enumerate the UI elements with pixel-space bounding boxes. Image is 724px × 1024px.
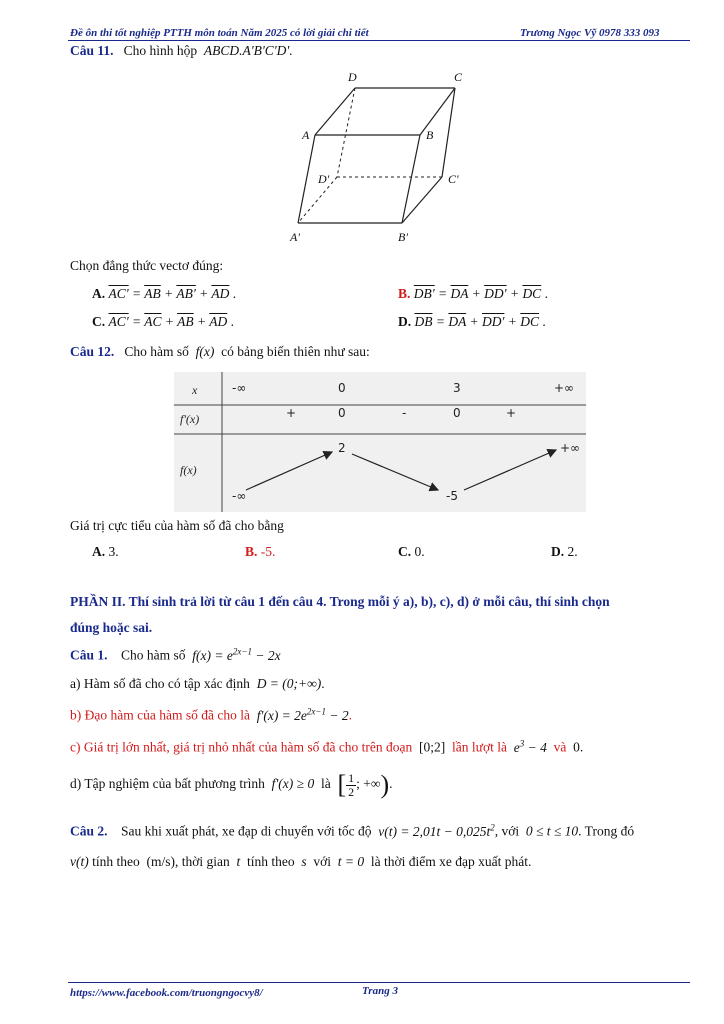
p2q2-text: , thời gian (174, 854, 230, 869)
p2q1-line (70, 646, 281, 664)
p2q1-b[interactable] (70, 706, 352, 724)
footer-rule (68, 982, 690, 983)
vec-term: $\overline{AC}$ (144, 314, 162, 329)
start-time: t = 0 (337, 854, 365, 869)
q12-text-before: Cho hàm số (124, 344, 189, 359)
statement-tail: − 2 (326, 707, 349, 723)
edge-dd1-hidden (337, 88, 355, 177)
statement-math: D = (0;+∞) (256, 676, 322, 691)
header-right: Trương Ngọc Vỹ 0978 333 093 (520, 27, 660, 39)
statement-end: . (579, 739, 584, 755)
vec-term: $\overline{DA}$ (450, 286, 469, 301)
p2q2-text: , với (494, 823, 520, 839)
p2q2-text: với (313, 854, 332, 869)
q12-option-b[interactable] (245, 544, 275, 560)
footer-page: Trang 3 (362, 985, 398, 997)
bracket-close: ) (380, 770, 390, 799)
q11-text: Cho hình hộp (123, 43, 198, 58)
part2-heading-2: đúng hoặc sai. (70, 620, 153, 635)
q12-label: Câu 12. (70, 344, 115, 359)
table-f-value: 2 (338, 441, 346, 455)
edge-b1c1 (402, 177, 442, 223)
q12-option-c[interactable] (398, 544, 425, 560)
statement-text: a) Hàm số đã cho có tập xác định (70, 676, 250, 691)
label-B: B (426, 128, 434, 142)
option-value: 0. (414, 544, 425, 559)
statement-interval: [0;2] (419, 739, 446, 755)
option-letter: C. (398, 544, 412, 559)
variation-table (174, 372, 586, 512)
statement-text: d) Tập nghiệm của bất phương trình (70, 776, 265, 792)
option-letter: B. (398, 286, 411, 301)
table-f-value: -∞ (232, 489, 247, 503)
statement-tail: − 4 (524, 739, 547, 755)
q11-option-d[interactable]: D. $\overline{DB} = \overline{DA} + DD' + \overline{DC}$ . (398, 314, 546, 329)
vec-lhs: AC' (108, 314, 129, 329)
vec-term: $\overline{AD}$ (211, 286, 230, 301)
statement-mid: lần lượt là (452, 739, 507, 755)
p2q2-text: là thời điểm xe đạp xuất phát. (370, 854, 532, 869)
vec-lhs: DB' (413, 286, 435, 301)
time-symbol: t (236, 854, 241, 869)
q11-prompt: Chọn đẳng thức vectơ đúng: (70, 258, 224, 273)
p2q1-d[interactable] (70, 770, 393, 800)
q11-option-b[interactable]: B. $DB' = \overline{DA} + DD' + \overline{DC}$ . (398, 286, 548, 301)
option-letter: A. (92, 544, 106, 559)
option-letter: D. (398, 314, 412, 329)
table-fprime-zero: 0 (453, 406, 461, 420)
label-B1: B' (398, 230, 408, 244)
velocity-formula: v(t) = 2,01t − 0,025t (378, 823, 491, 839)
func-exp: 2x−1 (232, 646, 252, 656)
label-A: A (302, 128, 310, 142)
option-letter: C. (92, 314, 106, 329)
velocity-unit: (m/s) (146, 854, 175, 869)
option-letter: D. (551, 544, 565, 559)
option-value: -5. (260, 544, 276, 559)
fraction (346, 772, 356, 799)
table-x-value: 3 (453, 381, 461, 395)
part2-heading-1: PHẦN II. Thí sinh trả lời từ câu 1 đến câu 4. Trong mỗi ý a), b), c), d) ở mỗi câu, thí sinh chọn (70, 594, 610, 609)
seconds-symbol: s (301, 854, 307, 869)
q12-line (70, 344, 370, 360)
label-C: C (454, 70, 463, 84)
table-f-value: +∞ (560, 441, 581, 455)
velocity-exp: 2 (490, 822, 495, 832)
table-fprime-zero: 0 (338, 406, 346, 420)
q12-text-after: có bảng biến thiên như sau: (221, 344, 370, 359)
statement-text: b) Đạo hàm của hàm số đã cho là (70, 707, 250, 723)
p2q2-text: Sau khi xuất phát, xe đạp di chuyển với tốc độ (121, 823, 372, 839)
option-value: 2. (567, 544, 578, 559)
p2q1-text: Cho hàm số (121, 647, 186, 663)
statement-val2: 0 (573, 739, 580, 755)
vec-lhs: $\overline{DB}$ (414, 314, 433, 329)
table-f-value: -5 (446, 489, 458, 503)
q12-fx: f(x) (195, 344, 215, 359)
p2q1-c[interactable] (70, 738, 583, 756)
statement-and: và (553, 739, 567, 755)
table-fprime-sign: + (506, 406, 517, 420)
p2q2-label: Câu 2. (70, 823, 108, 839)
vec-term: $\overline{DC}$ (520, 314, 540, 329)
table-x-value: 0 (338, 381, 346, 395)
vec-term: DD' (482, 314, 505, 329)
table-f-label: f(x) (180, 463, 197, 477)
vec-term: $\overline{AB}$ (144, 286, 161, 301)
q11-math: ABCD.A'B'C'D'. (203, 43, 293, 58)
table-fprime-label: f'(x) (180, 412, 200, 426)
statement-exp: 2x−1 (306, 706, 326, 716)
table-x-value: -∞ (232, 381, 247, 395)
fraction-denominator: 2 (348, 784, 355, 799)
label-A1: A' (290, 230, 300, 244)
p2q2-line1 (70, 822, 634, 840)
label-D1: D' (318, 172, 330, 186)
table-fprime-sign: - (402, 406, 407, 420)
vec-term: $\overline{DC}$ (522, 286, 542, 301)
vec-term: $\overline{AB}$ (177, 314, 194, 329)
table-x-label: x (192, 383, 198, 397)
q11-line (70, 43, 293, 59)
option-letter: A. (92, 286, 106, 301)
edge-ad (315, 88, 355, 135)
edge-bb1 (402, 135, 420, 223)
label-C1: C' (448, 172, 459, 186)
p2q1-a[interactable] (70, 676, 325, 692)
p2q2-line2 (70, 854, 531, 870)
footer-link[interactable]: https://www.facebook.com/truongngocvy8/ (70, 987, 263, 999)
vec-term: $\overline{DA}$ (448, 314, 467, 329)
func-base: f(x) = e (192, 647, 233, 663)
parallelepiped-figure (280, 65, 480, 250)
q12-prompt: Giá trị cực tiểu của hàm số đã cho bằng (70, 518, 284, 533)
p2q2-text: tính theo (247, 854, 295, 869)
statement-math: f'(x) ≥ 0 (271, 776, 315, 792)
statement-val1: e (513, 739, 520, 755)
vec-term: DD' (484, 286, 507, 301)
q11-option-c[interactable]: C. $AC' = \overline{AC} + \overline{AB} + \overline{AD}$ . (92, 314, 235, 329)
table-x-value: +∞ (554, 381, 575, 395)
q11-label: Câu 11. (70, 43, 114, 58)
vec-lhs: AC' (108, 286, 129, 301)
statement-end: . (389, 776, 393, 792)
interval-tail: ; +∞ (356, 776, 381, 792)
statement-exp: 3 (519, 738, 525, 748)
q12-option-d[interactable] (551, 544, 578, 560)
p2q2-text: . Trong đó (578, 823, 635, 839)
statement-math: f'(x) = 2e (256, 707, 307, 723)
statement-is: là (320, 776, 331, 792)
table-fprime-sign: + (286, 406, 297, 420)
option-value: 3. (108, 544, 119, 559)
q12-option-a[interactable] (92, 544, 119, 560)
vec-term: AB' (176, 286, 196, 301)
vec-term: $\overline{AD}$ (209, 314, 228, 329)
bracket-open: [ (337, 770, 347, 799)
statement-text: c) Giá trị lớn nhất, giá trị nhỏ nhất của hàm số đã cho trên đoạn (70, 739, 413, 755)
edge-cc1 (442, 88, 455, 177)
label-D: D (348, 70, 357, 84)
time-domain: 0 ≤ t ≤ 10 (525, 823, 579, 839)
velocity-symbol: v(t) (70, 854, 89, 869)
edge-aa1 (298, 135, 315, 223)
header-left: Đề ôn thi tốt nghiệp PTTH môn toán Năm 2025 có lời giải chi tiết (70, 27, 369, 39)
header-rule (68, 40, 690, 41)
statement-end: . (321, 676, 325, 691)
p2q2-text: tính theo (92, 854, 140, 869)
fraction-numerator: 1 (348, 770, 355, 785)
statement-end: . (348, 707, 352, 723)
func-tail: − 2x (251, 647, 281, 663)
q11-option-a[interactable]: A. $AC' = \overline{AB} + AB' + \overline{AD}$ . (92, 286, 237, 301)
option-letter: B. (245, 544, 258, 559)
p2q1-label: Câu 1. (70, 647, 108, 663)
